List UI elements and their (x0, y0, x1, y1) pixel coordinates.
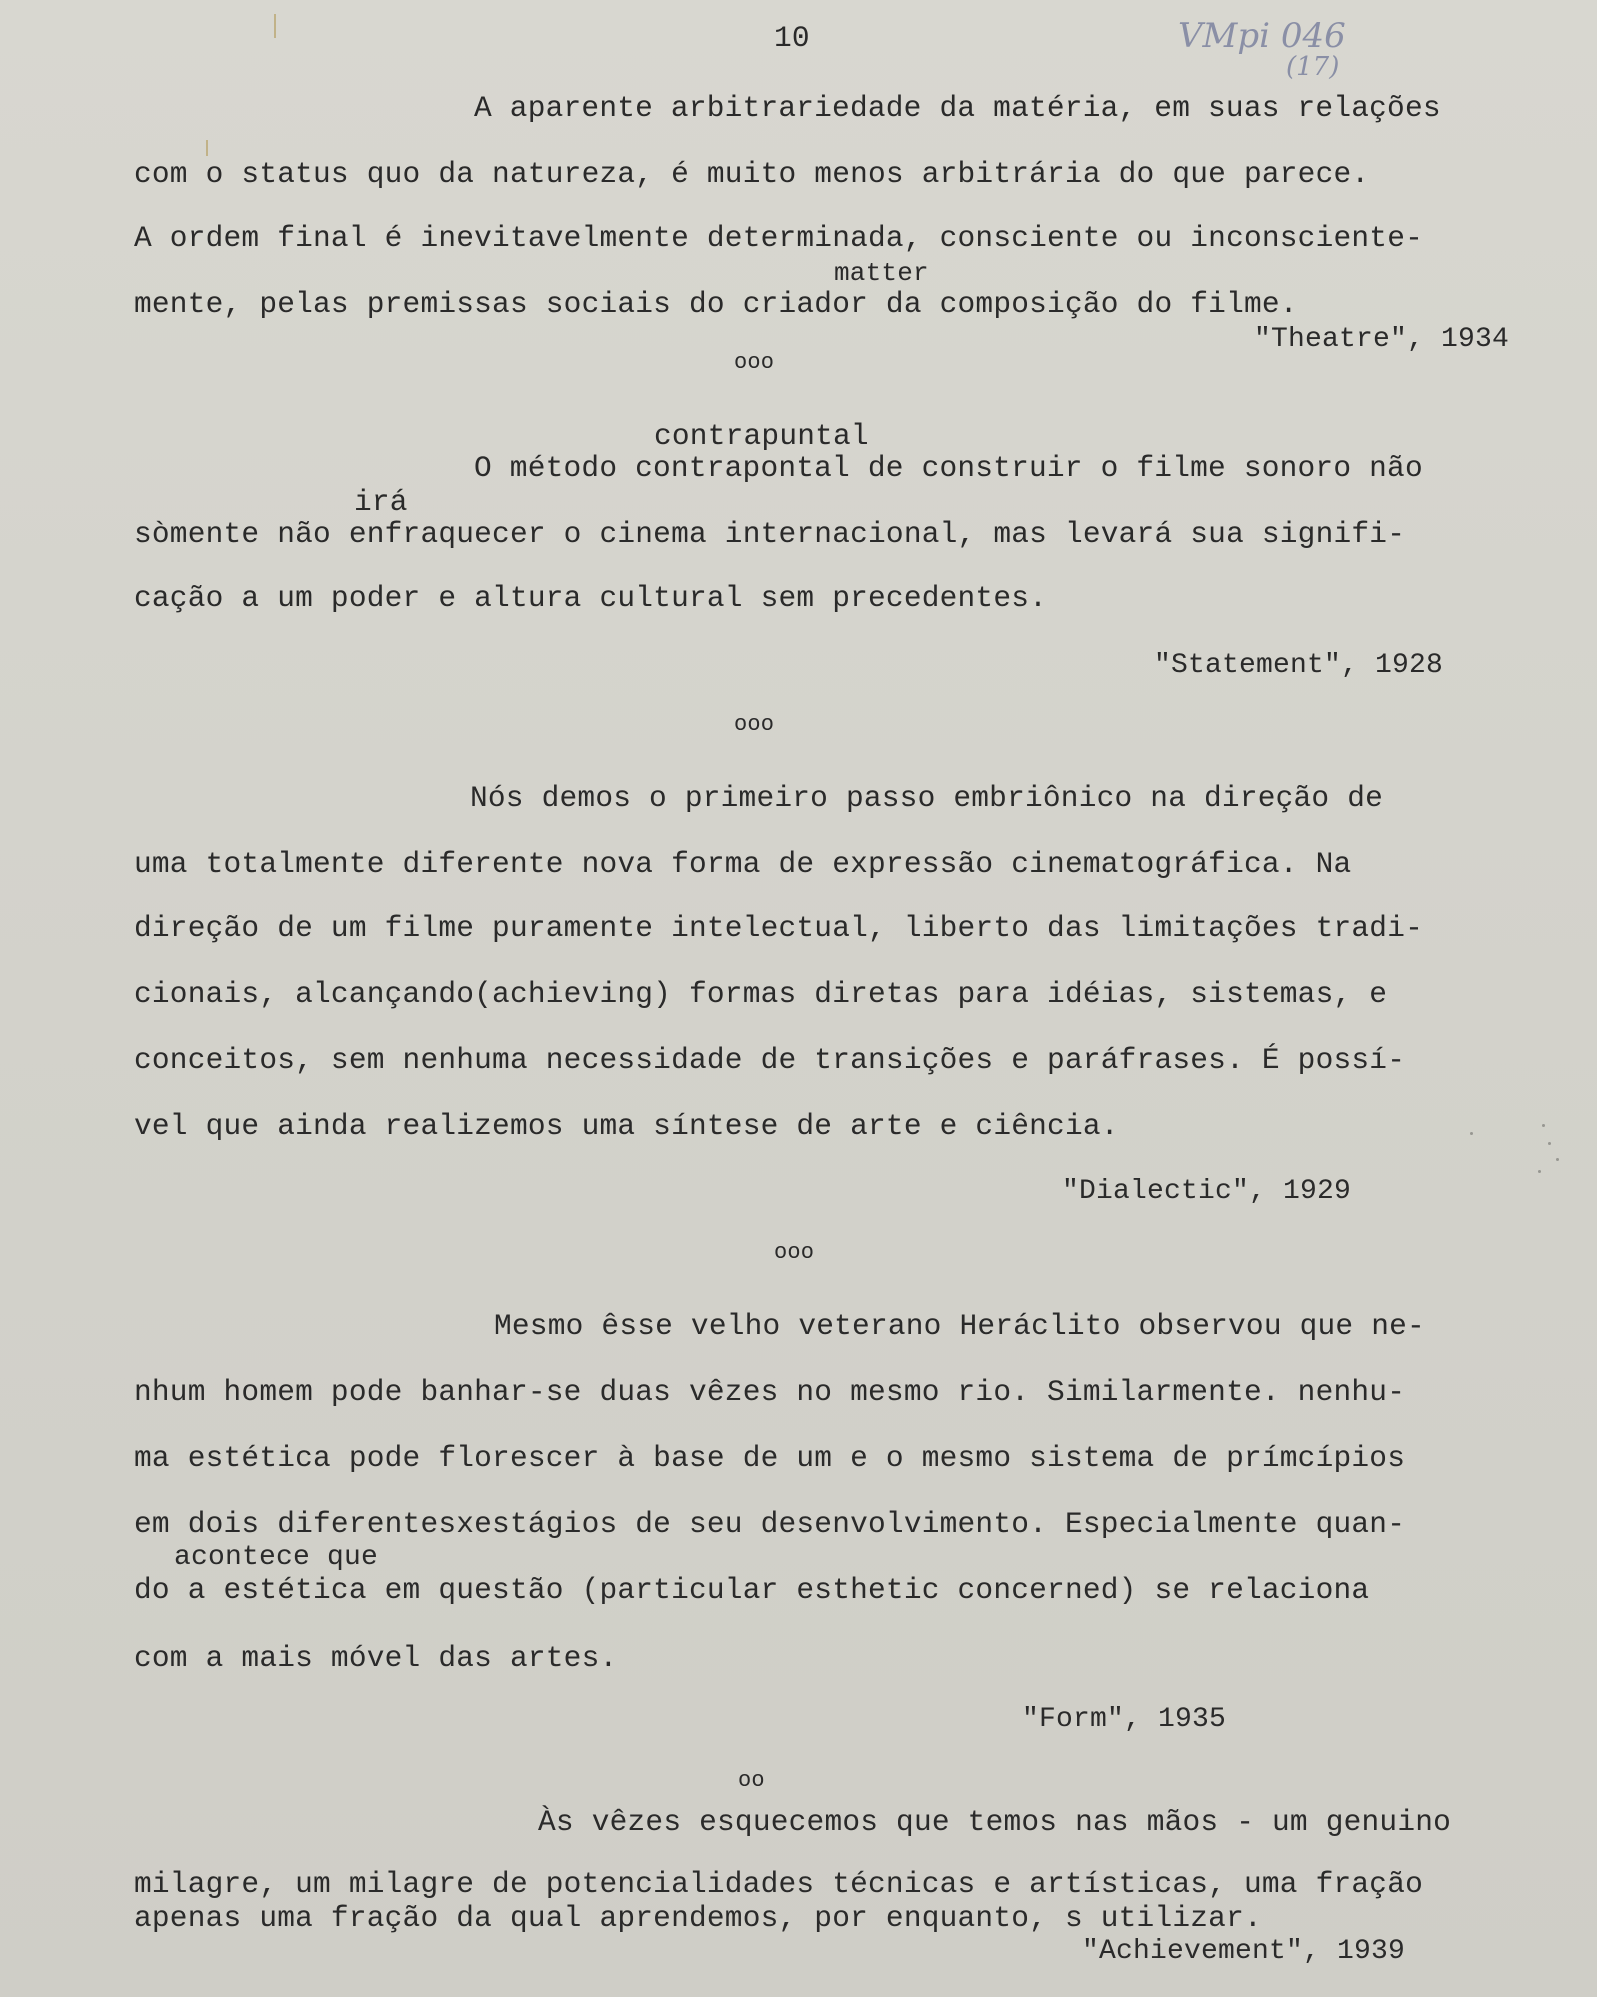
text-line: Às vêzes esquecemos que temos nas mãos - um genuino (538, 1805, 1452, 1839)
section-separator: oo (738, 1768, 765, 1793)
text-line: com a mais móvel das artes. (134, 1641, 618, 1675)
text-line: mente, pelas premissas sociais do criador da composição do filme. (134, 287, 1298, 321)
text-line: ma estética pode florescer à base de um e o mesmo sistema de prímcípios (134, 1441, 1406, 1475)
typed-correction: irá (354, 485, 408, 519)
paper-speck (1556, 1158, 1559, 1161)
typed-correction: acontece que (174, 1542, 379, 1573)
text-line: vel que ainda realizemos uma síntese de arte e ciência. (134, 1109, 1119, 1143)
text-line: sòmente não enfraquecer o cinema internacional, mas levará sua signifi- (134, 517, 1406, 551)
paper-mark (274, 14, 276, 38)
section-separator: ooo (774, 1240, 815, 1265)
text-line: com o status quo da natureza, é muito menos arbitrária do que parece. (134, 157, 1370, 191)
archive-reference-sub: (17) (1286, 52, 1340, 82)
typed-correction: matter (834, 258, 929, 288)
text-line: milagre, um milagre de potencialidades técnicas e artísticas, uma fração (134, 1867, 1424, 1901)
text-line: cação a um poder e altura cultural sem precedentes. (134, 581, 1048, 615)
text-line: em dois diferentesxestágios de seu desenvolvimento. Especialmente quan- (134, 1507, 1406, 1541)
paper-speck (1538, 1170, 1541, 1173)
text-line: nhum homem pode banhar-se duas vêzes no mesmo rio. Similarmente. nenhu- (134, 1375, 1406, 1409)
paper-speck (1542, 1124, 1545, 1127)
source-citation: "Achievement", 1939 (1082, 1936, 1406, 1967)
text-line: A aparente arbitrariedade da matéria, em suas relações (474, 91, 1441, 125)
paper-speck (1470, 1132, 1473, 1135)
text-line: Mesmo êsse velho veterano Heráclito observou que ne- (494, 1309, 1425, 1343)
source-citation: "Form", 1935 (1022, 1704, 1227, 1735)
text-line: Nós demos o primeiro passo embriônico na direção de (470, 781, 1384, 815)
section-separator: ooo (734, 350, 775, 375)
text-line: cionais, alcançando(achieving) formas diretas para idéias, sistemas, e (134, 977, 1388, 1011)
text-line: conceitos, sem nenhuma necessidade de transições e paráfrases. É possí- (134, 1043, 1406, 1077)
page-number: 10 (774, 21, 810, 55)
text-line: A ordem final é inevitavelmente determinada, consciente ou inconsciente- (134, 221, 1424, 255)
text-line: apenas uma fração da qual aprendemos, por enquanto, s utilizar. (134, 1901, 1262, 1935)
text-line: do a estética em questão (particular esthetic concerned) se relaciona (134, 1573, 1370, 1607)
source-citation: "Dialectic", 1929 (1062, 1176, 1352, 1207)
text-line: direção de um filme puramente intelectual, liberto das limitações tradi- (134, 911, 1424, 945)
paper-mark (206, 140, 208, 156)
source-citation: "Statement", 1928 (1154, 650, 1444, 681)
text-line: O método contrapontal de construir o filme sonoro não (474, 451, 1423, 485)
typed-correction: contrapuntal (654, 419, 869, 453)
archive-reference: VMpi 046 (1178, 16, 1346, 56)
source-citation: "Theatre", 1934 (1254, 324, 1510, 355)
text-line: uma totalmente diferente nova forma de expressão cinematográfica. Na (134, 847, 1352, 881)
paper-speck (1548, 1142, 1551, 1145)
section-separator: ooo (734, 712, 775, 737)
